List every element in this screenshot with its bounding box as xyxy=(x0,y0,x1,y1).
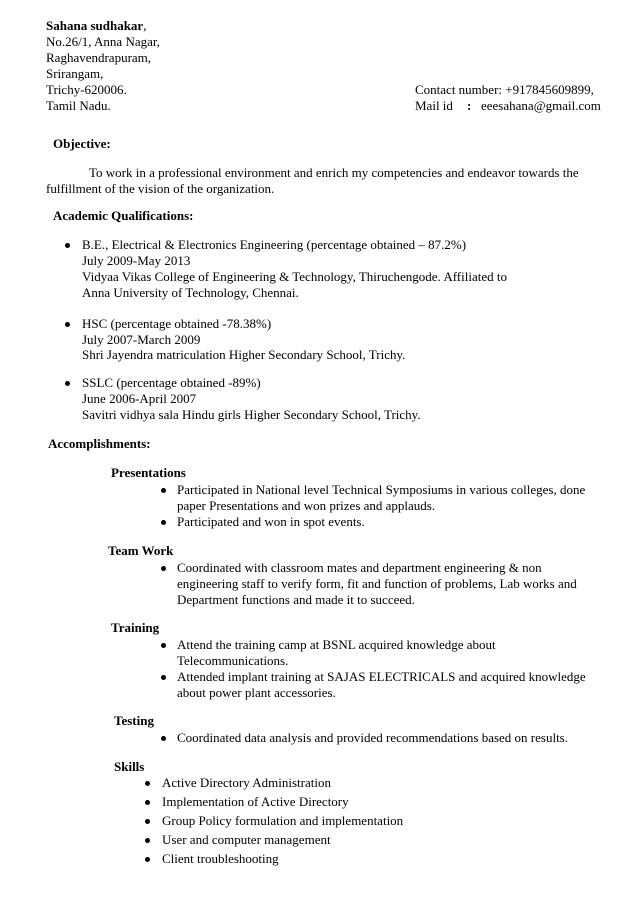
testing-heading: Testing xyxy=(114,713,154,728)
training-item-1-line-1: Attend the training camp at BSNL acquired knowledge about xyxy=(177,637,496,652)
bullet-icon xyxy=(65,243,70,248)
bullet-icon xyxy=(161,488,166,493)
hsc-title: HSC (percentage obtained -78.38%) xyxy=(82,316,272,331)
teamwork-item-1-line-3: Department functions and made it to succeed. xyxy=(177,592,415,607)
candidate-name-comma: , xyxy=(143,18,147,33)
bullet-icon xyxy=(145,838,150,843)
bullet-icon xyxy=(161,520,166,525)
be-degree-period: July 2009-May 2013 xyxy=(82,253,191,268)
teamwork-item-1-line-1: Coordinated with classroom mates and department engineering & non xyxy=(177,560,542,575)
candidate-name-line xyxy=(46,18,146,34)
sslc-school: Savitri vidhya sala Hindu girls Higher Secondary School, Trichy. xyxy=(82,407,421,422)
bullet-icon xyxy=(145,781,150,786)
mail-id-label: Mail id xyxy=(415,98,453,113)
hsc-school: Shri Jayendra matriculation Higher Secondary School, Trichy. xyxy=(82,347,406,362)
testing-item-1: Coordinated data analysis and provided recommendations based on results. xyxy=(177,730,568,745)
training-heading: Training xyxy=(111,620,160,635)
bullet-icon xyxy=(65,322,70,327)
sslc-title: SSLC (percentage obtained -89%) xyxy=(82,375,261,390)
skill-item: Group Policy formulation and implementation xyxy=(162,813,404,828)
address-line-1: No.26/1, Anna Nagar, xyxy=(46,34,160,49)
skill-item: Client troubleshooting xyxy=(162,851,279,866)
accomplishments-heading: Accomplishments: xyxy=(48,436,151,451)
bullet-icon xyxy=(145,857,150,862)
be-degree-university: Anna University of Technology, Chennai. xyxy=(82,285,299,300)
presentations-item-1-line-2: paper Presentations and won prizes and applauds. xyxy=(177,498,436,513)
skill-item: Implementation of Active Directory xyxy=(162,794,349,809)
bullet-icon xyxy=(161,675,166,680)
be-degree-college: Vidyaa Vikas College of Engineering & Technology, Thiruchengode. Affiliated to xyxy=(82,269,507,284)
skills-heading: Skills xyxy=(114,759,145,774)
address-line-3: Srirangam, xyxy=(46,66,104,81)
be-degree-title: B.E., Electrical & Electronics Engineering (percentage obtained – 87.2%) xyxy=(82,237,467,252)
training-item-2-line-1: Attended implant training at SAJAS ELECTRICALS and acquired knowledge xyxy=(177,669,586,684)
presentations-item-1-line-1: Participated in National level Technical Symposiums in various colleges, done xyxy=(177,482,586,497)
bullet-icon xyxy=(65,381,70,386)
bullet-icon xyxy=(145,800,150,805)
bullet-icon xyxy=(161,736,166,741)
bullet-icon xyxy=(161,643,166,648)
teamwork-heading: Team Work xyxy=(108,543,174,558)
address-line-5: Tamil Nadu. xyxy=(46,98,111,113)
contact-number: Contact number: +917845609899, xyxy=(415,82,594,97)
mail-id-value: eeesahana@gmail.com xyxy=(481,98,601,113)
presentations-heading: Presentations xyxy=(111,465,186,480)
skill-item: Active Directory Administration xyxy=(162,775,331,790)
candidate-name: Sahana sudhakar xyxy=(46,18,144,33)
training-item-1-line-2: Telecommunications. xyxy=(177,653,289,668)
presentations-item-2: Participated and won in spot events. xyxy=(177,514,365,529)
sslc-period: June 2006-April 2007 xyxy=(82,391,197,406)
bullet-icon xyxy=(145,819,150,824)
address-line-2: Raghavendrapuram, xyxy=(46,50,152,65)
address-line-4: Trichy-620006. xyxy=(46,82,127,97)
skill-item: User and computer management xyxy=(162,832,331,847)
academic-heading: Academic Qualifications: xyxy=(53,208,194,223)
hsc-period: July 2007-March 2009 xyxy=(82,332,201,347)
training-item-2-line-2: about power plant accessories. xyxy=(177,685,336,700)
objective-heading: Objective: xyxy=(53,136,111,151)
objective-text-line-2: fulfillment of the vision of the organization. xyxy=(46,181,275,196)
teamwork-item-1-line-2: engineering staff to verify form, fit and function of problems, Lab works and xyxy=(177,576,577,591)
mail-id-colon: : xyxy=(467,98,472,113)
objective-text-line-1: To work in a professional environment and enrich my competencies and endeavor towards the xyxy=(89,165,579,180)
bullet-icon xyxy=(161,566,166,571)
